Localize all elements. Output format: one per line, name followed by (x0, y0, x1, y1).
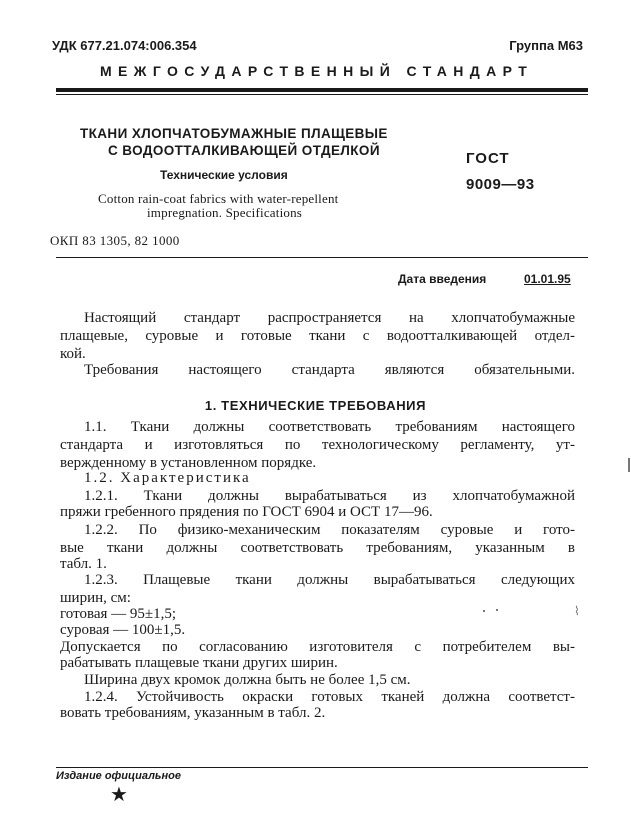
width-grey: суровая — 100±1,5. (60, 622, 186, 638)
okp-code: ОКП 83 1305, 82 1000 (50, 233, 180, 248)
gost-number: 9009—93 (466, 176, 535, 193)
scan-mark: ⌇ (574, 604, 580, 618)
body-line: 1.2.3. Плащевые ткани должны вырабатываться следующих (84, 572, 575, 588)
body-line: плащевые, суровые и готовые ткани с водоотталкивающей отдел- (60, 328, 575, 344)
subtitle: Технические условия (160, 168, 288, 182)
body-line: кой. (60, 346, 86, 362)
section-heading: 1. ТЕХНИЧЕСКИЕ ТРЕБОВАНИЯ (204, 398, 427, 413)
scan-speck (496, 609, 498, 611)
width-finished: готовая — 95±1,5; (60, 606, 177, 622)
title-ru-line2: С ВОДООТТАЛКИВАЮЩЕЙ ОТДЕЛКОЙ (108, 143, 380, 158)
body-line: 1.2.4. Устойчивость окраски готовых тканей должна соответст- (84, 689, 575, 705)
body-line: 1.1. Ткани должны соответствовать требованиям настоящего (84, 419, 575, 435)
star-icon: ★ (110, 784, 128, 806)
body-line: вые ткани должны соответствовать требованиям, указанным в (60, 540, 575, 556)
header-rule-thin (56, 94, 588, 95)
body-line: ширин, см: (60, 590, 131, 606)
body-line: стандарта и изготовляться по технологическому регламенту, ут- (60, 437, 575, 453)
body-line: Ширина двух кромок должна быть не более 1,5 см. (84, 672, 411, 688)
footer-rule (56, 767, 588, 768)
body-line: Настоящий стандарт распространяется на хлопчатобумажные (84, 310, 575, 326)
body-line: табл. 1. (60, 556, 107, 572)
header-rule-thick (56, 88, 588, 92)
body-line: вержденному в установленном порядке. (60, 455, 317, 471)
intro-date-label: Дата введения (398, 272, 487, 286)
edition-label: Издание официальное (56, 770, 181, 782)
scan-edge-mark (628, 458, 630, 472)
title-ru-line1: ТКАНИ ХЛОПЧАТОБУМАЖНЫЕ ПЛАЩЕВЫЕ (80, 126, 388, 141)
subsection-heading: 1.2. Характеристика (84, 470, 251, 486)
body-line: 1.2.1. Ткани должны вырабатываться из хлопчатобумажной (84, 488, 575, 504)
scan-speck (483, 610, 485, 612)
body-line: Допускается по согласованию изготовителя с потребителем вы- (60, 639, 575, 655)
body-line: 1.2.2. По физико-механическим показателям суровые и гото- (84, 522, 575, 538)
title-rule (56, 257, 588, 258)
body-line: вовать требованиям, указанным в табл. 2. (60, 705, 326, 721)
body-line: рабатывать плащевые ткани других ширин. (60, 655, 338, 671)
gost-label: ГОСТ (466, 150, 510, 167)
title-en-line1: Cotton rain-coat fabrics with water-repellent (98, 191, 339, 206)
title-en-line2: impregnation. Specifications (147, 205, 303, 220)
intro-date-value: 01.01.95 (524, 272, 571, 286)
udk-code: УДК 677.21.074:006.354 (52, 38, 197, 53)
body-line: Требования настоящего стандарта являются обязательными. (84, 362, 575, 378)
group-code: Группа М63 (509, 38, 583, 53)
body-line: пряжи гребенного прядения по ГОСТ 6904 и ОСТ 17—96. (60, 504, 433, 520)
interstate-standard-heading: МЕЖГОСУДАРСТВЕННЫЙ СТАНДАРТ (100, 63, 534, 79)
